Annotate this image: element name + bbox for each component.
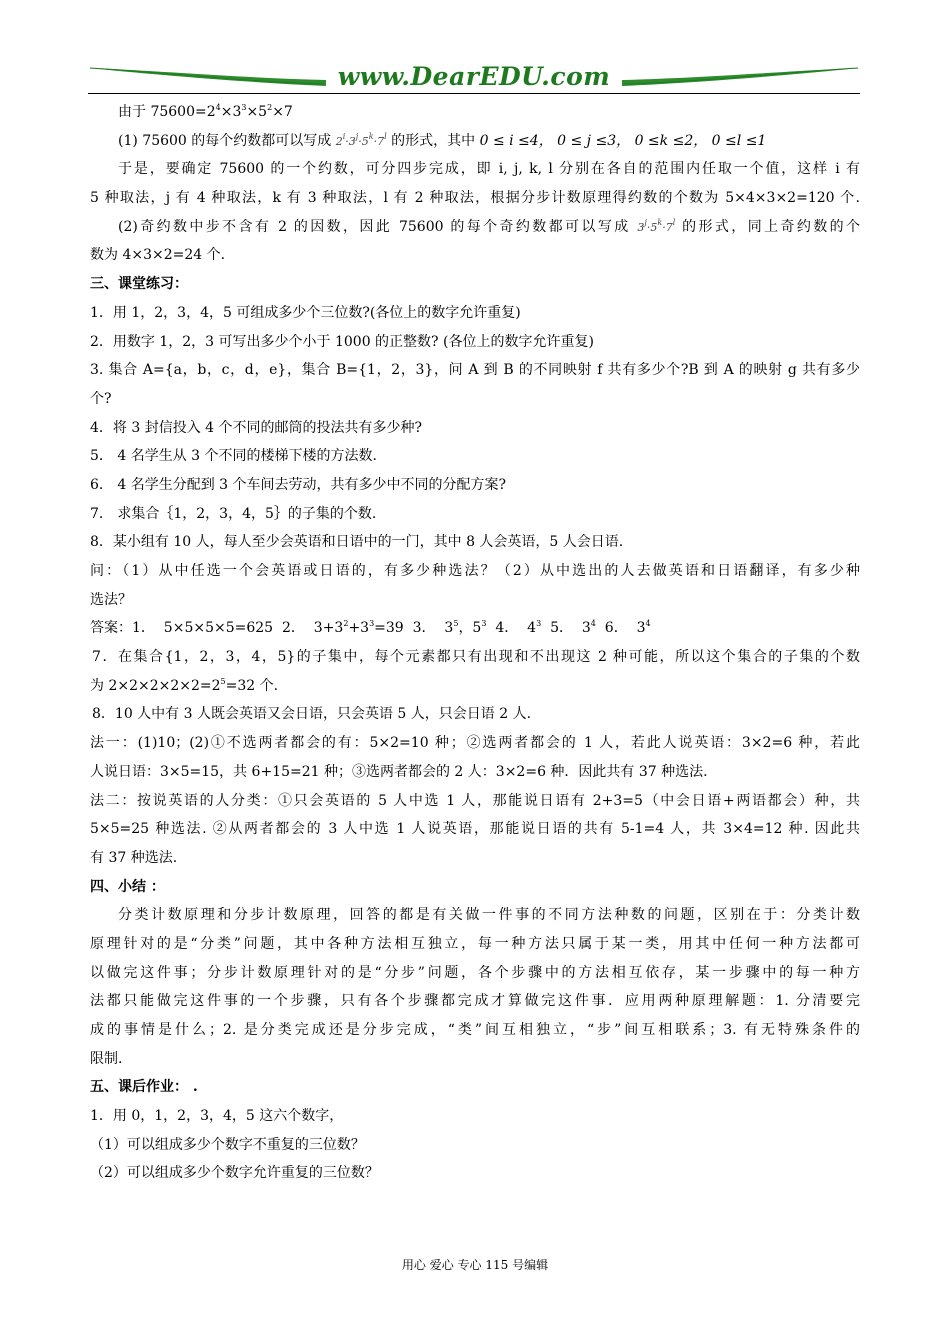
exercise-item: 3. 集合 A={a，b，c，d，e}，集合 B={1，2，3}，问 A 到 B 的不同映射 f 共有多少个?B 到 A 的映射 g 共有多少	[90, 362, 860, 379]
exercise-item: 7． 求集合｛1，2，3，4，5｝的子集的个数.	[90, 505, 377, 522]
summary-line: 法都只能做完这件事的一个步骤，只有各个步骤都完成才算做完这件事．应用两种原理解题：1. 分清要完	[90, 993, 860, 1010]
answer-line: 人说日语：3×5=15，共 6+15=21 种；③选两者都会的 2 人：3×2=6 种．因此共有 37 种选法.	[90, 763, 708, 780]
summary-line: 限制.	[90, 1050, 123, 1067]
exercise-item: 5． 4 名学生从 3 个不同的楼梯下楼的方法数.	[90, 448, 377, 465]
answer-line: 法一：(1)10；(2)①不选两者都会的有：5×2=10 种；②选两者都会的 1 人，若此人说英语：3×2=6 种，若此	[90, 735, 860, 752]
section-heading: 四、小结 ：	[90, 878, 165, 895]
exercise-item: 选法？	[90, 591, 132, 608]
exercise-item: 8．某小组有 10 人，每人至少会英语和日语中的一门，其中 8 人会英语，5 人会日语.	[90, 534, 624, 551]
exercise-item: 1．用 1，2，3，4，5 可组成多少个三位数?(各位上的数字允许重复)	[90, 304, 521, 321]
summary-line: 成的事情是什么；2. 是分类完成还是分步完成，“类”间互相独立，“步”间互相联系；3. 有无特殊条件的	[90, 1022, 860, 1038]
answer-line: 7．在集合{1，2，3，4，5}的子集中，每个元素都只有出现和不出现这 2 种可能，所以这个集合的子集的个数	[92, 649, 860, 666]
exercise-item: 个?	[90, 390, 112, 407]
exercise-item: 6． 4 名学生分配到 3 个车间去劳动，共有多少中不同的分配方案?	[90, 476, 507, 493]
answer-line: 有 37 种选法.	[90, 849, 178, 866]
answer-line: 8．10 人中有 3 人既会英语又会日语，只会英语 5 人，只会日语 2 人.	[92, 706, 532, 723]
summary-line: 原理针对的是“分类”问题，其中各种方法相互独立，每一种方法只属于某一类，用其中任何一种方法都可	[90, 935, 860, 952]
homework-item: 1．用 0，1，2，3，4，5 这六个数字，	[90, 1108, 344, 1125]
answer-line: 答案：1． 5×5×5×5=625 2． $3+3^2+3^3=39$ 3． $3^5$，$5^3$ 4． $4^3$ 5． $3^4$ 6． $3^4$	[90, 619, 651, 637]
exercise-item: 4．将 3 封信投入 4 个不同的邮筒的投法共有多少种?	[90, 419, 423, 436]
summary-line: 分类计数原理和分步计数原理，回答的都是有关做一件事的不同方法种数的问题，区别在于：分类计数	[118, 907, 860, 924]
text-line: (1) 75600 的每个约数都可以写成 $2^i\cdot 3^j\cdot 5^k\cdot 7^l$ 的形式，其中 0 ≤ i ≤4， 0 ≤ j ≤3， 0 ≤k ≤2， 0 ≤l ≤1	[118, 131, 767, 149]
text-line: (2)奇约数中步不含有 2 的因数，因此 75600 的每个奇约数都可以写成 $3^j\cdot 5^k\cdot 7^l$ 的形式，同上奇约数的个	[118, 217, 860, 235]
text-line: 数为 4×3×2=24 个.	[90, 247, 226, 264]
answer-line: 法二：按说英语的人分类：①只会英语的 5 人中选 1 人，那能说日语有 2+3=5（中会日语+两语都会）种，共	[90, 792, 860, 809]
answer-line: 为 $2\times 2\times 2\times 2\times 2=2^5=32$ 个.	[90, 676, 279, 694]
homework-item: （1）可以组成多少个数字不重复的三位数？	[90, 1136, 365, 1153]
answer-line: 5×5=25 种选法. ②从两者都会的 3 人中选 1 人说英语，那能说日语的共有 5-1=4 人，共 3×4=12 种. 因此共	[90, 821, 860, 838]
exercise-item: 2．用数字 1，2，3 可写出多少个小于 1000 的正整数? (各位上的数字允许重复)	[90, 333, 594, 350]
page-header	[88, 60, 860, 94]
header-rule	[88, 93, 860, 94]
section-heading: 五、课后作业： .	[90, 1079, 198, 1096]
page-footer: 用心 爱心 专心 115 号编辑	[401, 1258, 549, 1272]
text-line: 5 种取法，j 有 4 种取法，k 有 3 种取法，l 有 2 种取法，根据分步计数原理得约数的个数为 5×4×3×2=120 个.	[90, 190, 860, 207]
brand-logo: www.DearEDU.com	[337, 62, 611, 91]
summary-line: 以做完这件事；分步计数原理针对的是“分步”问题，各个步骤中的方法相互依存，某一步骤中的每一种方	[90, 964, 860, 981]
text-line: 由于 $75600=2^4\times 3^3\times 5^2\times 7$	[118, 103, 293, 120]
exercise-item: 问：（1）从中任选一个会英语或日语的，有多少种选法？（2）从中选出的人去做英语和日语翻译，有多少种	[90, 563, 860, 579]
homework-item: （2）可以组成多少个数字允许重复的三位数？	[90, 1165, 379, 1182]
text-line: 于是，要确定 75600 的一个约数，可分四步完成，即 i, j, k, l 分别在各自的范围内任取一个值，这样 i 有	[118, 161, 860, 178]
section-heading: 三、课堂练习：	[90, 276, 188, 293]
document-body	[90, 98, 860, 1188]
